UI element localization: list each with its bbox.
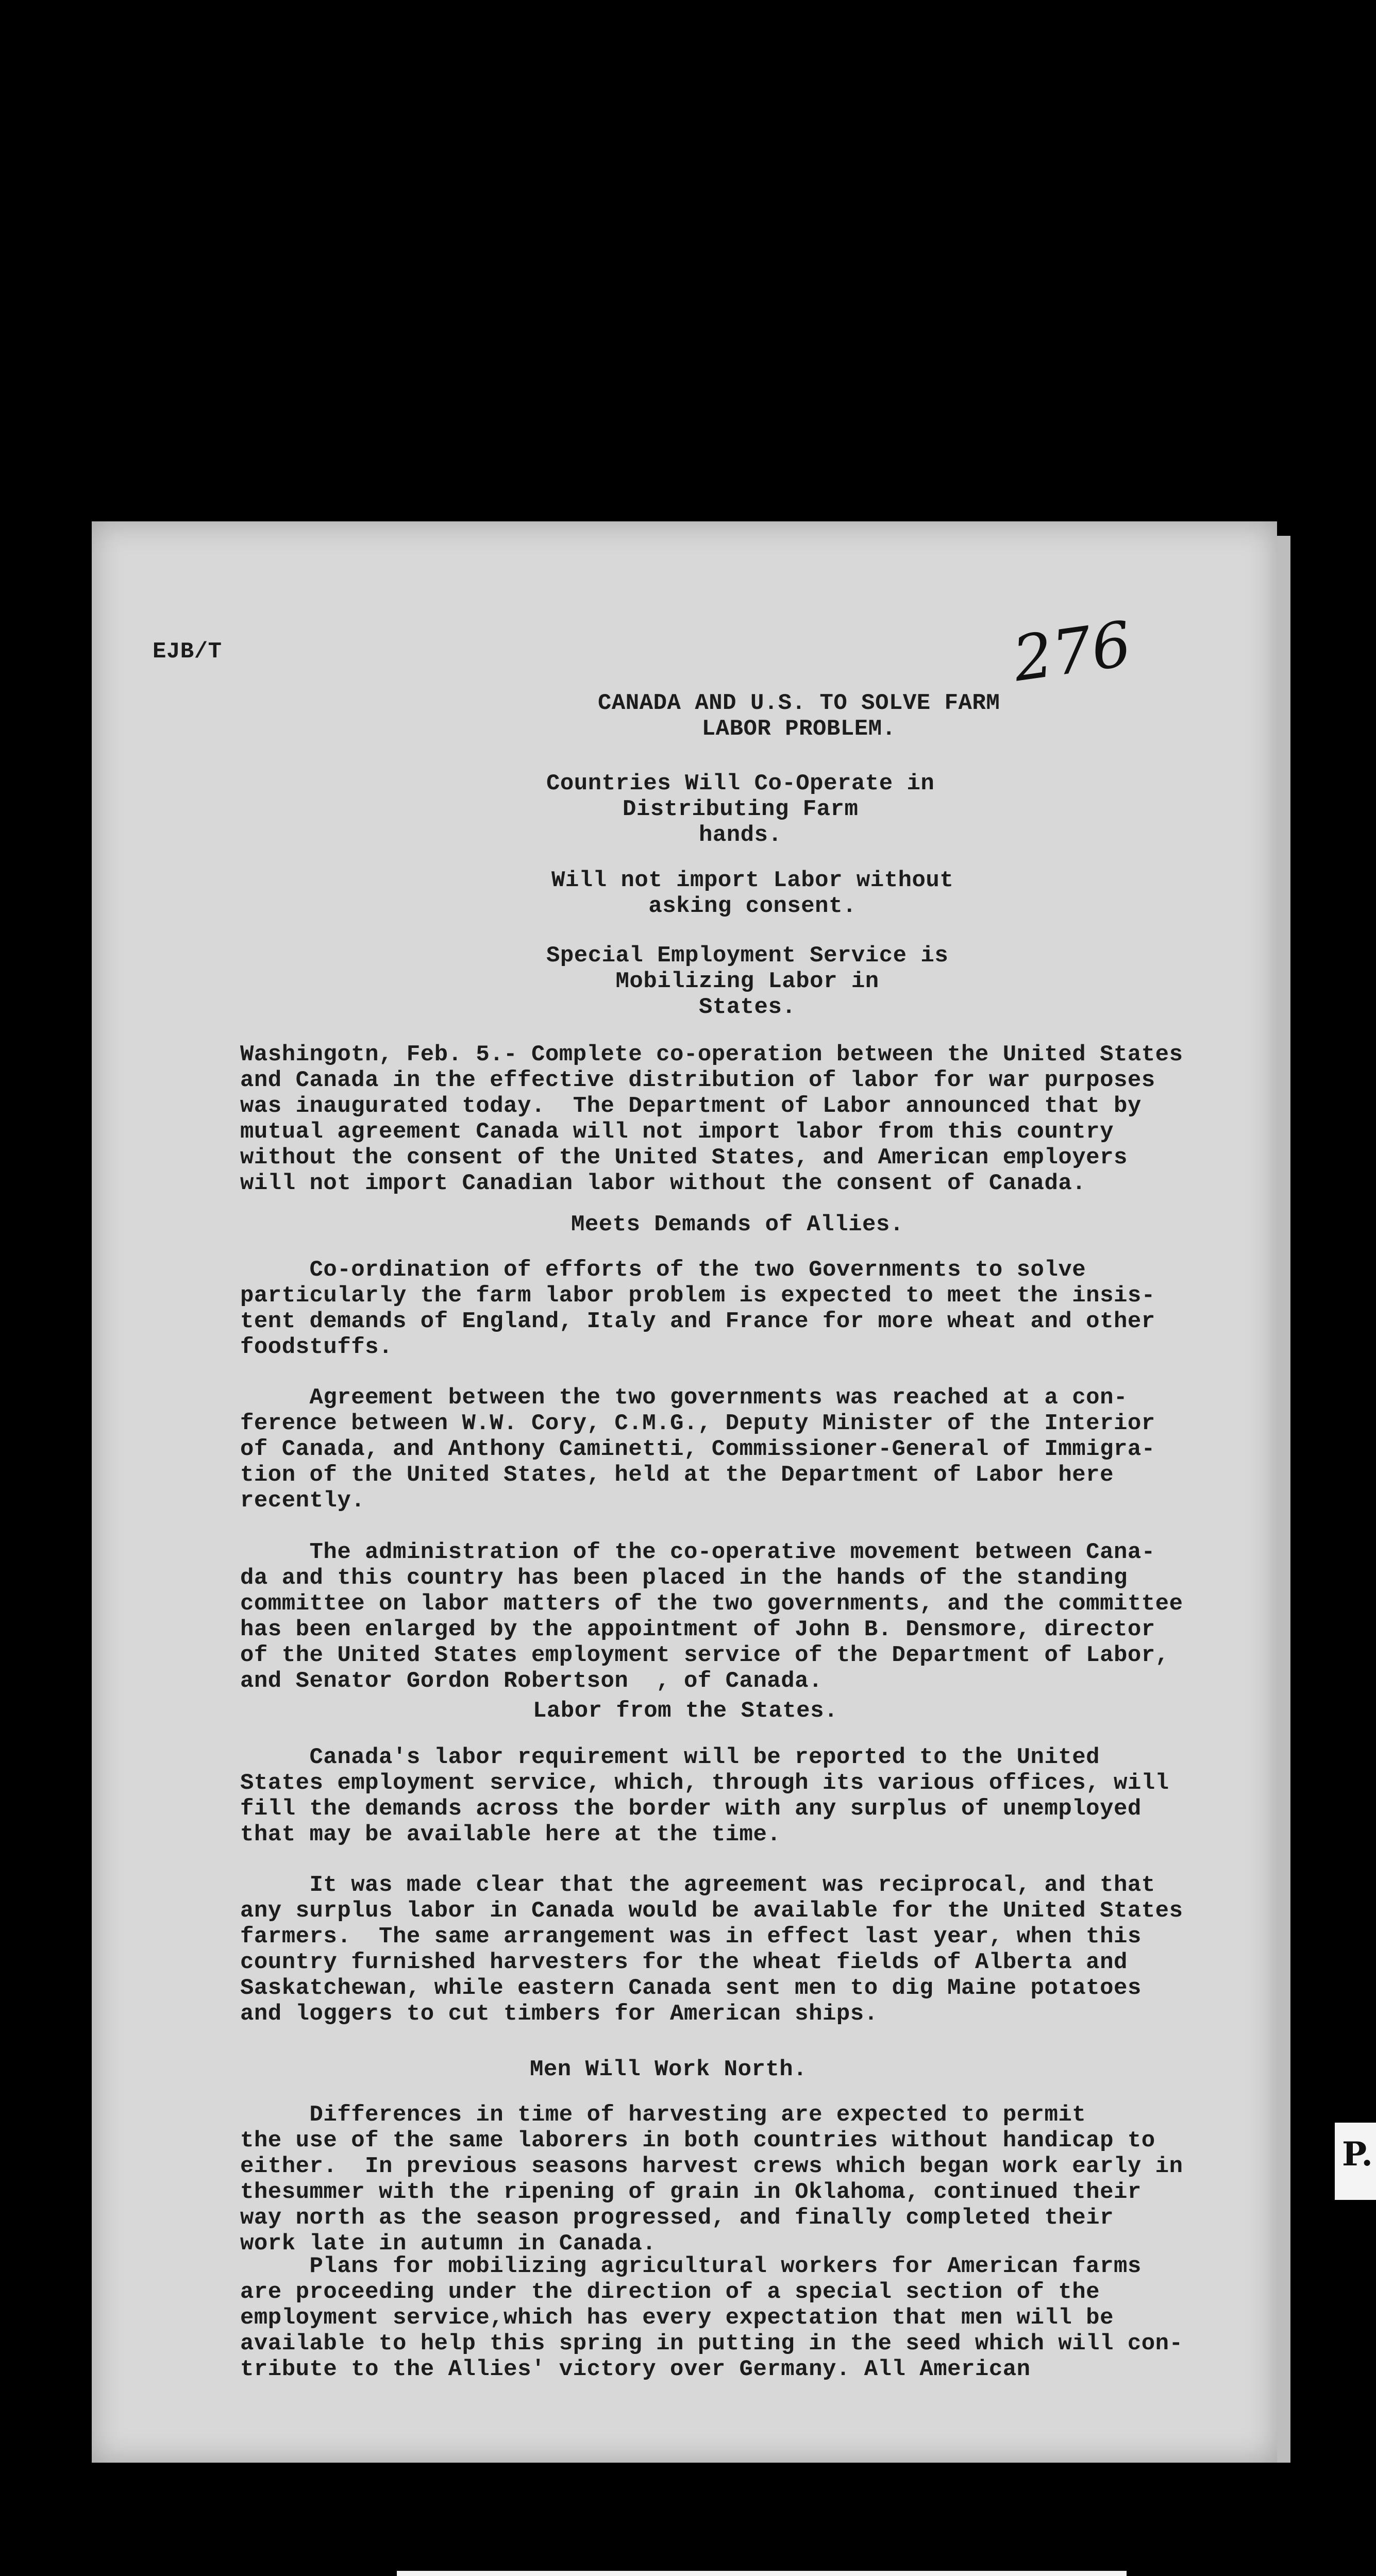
body-line: will not import Canadian labor without the consent of Canada. [240,1171,1086,1196]
body-line: thesummer with the ripening of grain in Oklahoma, continued their [240,2179,1142,2205]
body-line: and loggers to cut timbers for American ships. [240,2001,878,2027]
subhead-line: States. [698,994,796,1020]
body-line: of the United States employment service of the Department of Labor, [240,1642,1169,1668]
body-line: are proceeding under the direction of a special section of the [240,2279,1100,2305]
subhead-line: Mobilizing Labor in [615,969,879,994]
body-line: committee on labor matters of the two governments, and the committee [240,1591,1183,1617]
body-line: tion of the United States, held at the Department of Labor here [240,1462,1114,1488]
body-line: ference between W.W. Cory, C.M.G., Deputy Minister of the Interior [240,1411,1155,1436]
body-line: Co-ordination of efforts of the two Governments to solve [240,1257,1086,1283]
body-line: The administration of the co-operative movement between Cana- [240,1539,1155,1565]
section-title-labor-states: Labor from the States. [533,1698,838,1724]
body-line: has been enlarged by the appointment of John B. Densmore, director [240,1617,1155,1642]
body-line: without the consent of the United States, and American employers [240,1145,1128,1171]
paragraph-agreement [240,1385,1155,1514]
body-line: Canada's labor requirement will be reported to the United [240,1744,1100,1770]
handwritten-file-number: 276 [1009,608,1136,696]
paragraph-dateline [240,1042,1183,1196]
page-edge [1277,536,1290,2463]
body-line: Washingotn, Feb. 5.- Complete co-operation between the United States [240,1042,1183,1067]
body-line: country furnished harvesters for the wheat fields of Alberta and [240,1950,1128,1975]
body-line: of Canada, and Anthony Caminetti, Commissioner-General of Immigra- [240,1436,1155,1462]
body-line: Agreement between the two governments was reached at a con- [240,1385,1128,1411]
subhead-line: Special Employment Service is [546,943,949,969]
body-line: tent demands of England, Italy and France for more wheat and other [240,1309,1155,1334]
body-line: recently. [240,1488,365,1514]
paragraph-harvesting [240,2102,1183,2257]
subhead-consent [551,868,953,919]
subhead-line: hands. [698,822,782,848]
body-line: the use of the same laborers in both countries without handicap to [240,2128,1155,2154]
body-line: It was made clear that the agreement was reciprocal, and that [240,1872,1155,1898]
paragraph-plans [240,2253,1183,2382]
body-line: tribute to the Allies' victory over Germany. All American [240,2357,1031,2382]
section-title-allies: Meets Demands of Allies. [571,1212,904,1238]
body-line: Differences in time of harvesting are expected to permit [240,2102,1086,2128]
subhead-line: Distributing Farm [622,796,859,822]
subhead-cooperate [546,771,934,848]
body-line: Plans for mobilizing agricultural workers for American farms [240,2253,1142,2279]
body-line: foodstuffs. [240,1334,393,1360]
body-line: mutual agreement Canada will not import labor from this country [240,1119,1114,1145]
paragraph-coordination [240,1257,1155,1360]
paragraph-administration [240,1539,1183,1694]
body-line: States employment service, which, through its various offices, will [240,1770,1169,1796]
subhead-line: Countries Will Co-Operate in [546,771,935,796]
paragraph-reciprocal [240,1872,1183,2027]
body-line: way north as the season progressed, and finally completed their [240,2205,1114,2231]
headline-line: LABOR PROBLEM. [701,716,896,742]
section-title-work-north: Men Will Work North. [530,2057,808,2082]
subhead-line: Will not import Labor without [551,868,954,893]
headline-line: CANADA AND U.S. TO SOLVE FARM [598,690,1000,716]
body-line: and Senator Gordon Robertson , of Canada. [240,1668,823,1694]
subhead-employment-service [546,943,948,1020]
side-tab-marker: P. [1335,2123,1376,2200]
subhead-line: asking consent. [648,893,857,919]
body-line: and Canada in the effective distribution of labor for war purposes [240,1067,1155,1093]
archive-reference-label [397,2571,1127,2576]
body-line: either. In previous seasons harvest crews which began work early in [240,2154,1183,2179]
body-line: fill the demands across the border with any surplus of unemployed [240,1796,1142,1822]
body-line: da and this country has been placed in the hands of the standing [240,1565,1128,1591]
body-line: available to help this spring in putting in the seed which will con- [240,2331,1183,2357]
body-line: Saskatchewan, while eastern Canada sent men to dig Maine potatoes [240,1975,1142,2001]
body-line: employment service,which has every expectation that men will be [240,2305,1114,2331]
body-line: work late in autumn in Canada. [240,2231,657,2257]
reference-initials: EJB/T [153,639,222,665]
paragraph-requirement [240,1744,1169,1848]
body-line: any surplus labor in Canada would be available for the United States [240,1898,1183,1924]
headline [598,690,1000,742]
body-line: farmers. The same arrangement was in effect last year, when this [240,1924,1142,1950]
body-line: that may be available here at the time. [240,1822,781,1848]
body-line: was inaugurated today. The Department of Labor announced that by [240,1093,1142,1119]
body-line: particularly the farm labor problem is expected to meet the insis- [240,1283,1155,1309]
